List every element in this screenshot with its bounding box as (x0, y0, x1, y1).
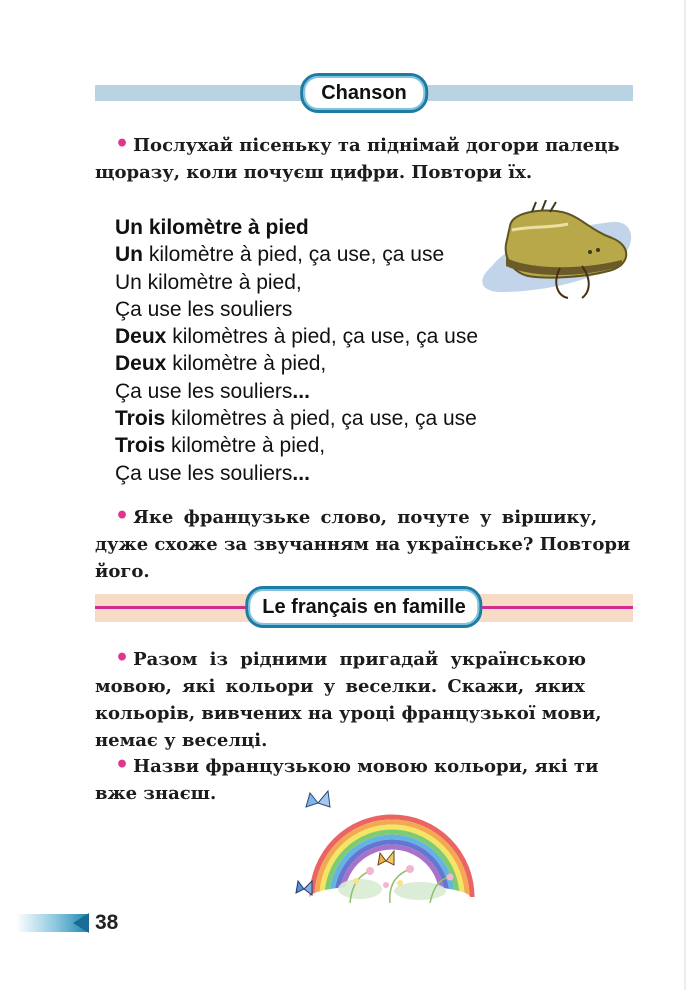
instruction-text: Назви французькою мовою кольори, які ти (133, 756, 599, 777)
instruction-text: мовою, які кольори у веселки. Скажи, яких (95, 676, 585, 697)
poem-line: Un kilomètre à pied, ça use, ça use (115, 243, 445, 267)
butterfly-icon (296, 881, 312, 895)
poem-line: Trois kilomètres à pied, ça use, ça use (115, 407, 477, 431)
section-title-chanson: Chanson (300, 73, 428, 113)
bullet-icon: • (115, 645, 130, 671)
instruction-listen (95, 131, 633, 186)
instruction-text: Послухай пісеньку та піднімай догори палець (133, 135, 620, 156)
poem-line: Trois kilomètre à pied, (115, 434, 326, 458)
section-header-chanson (95, 73, 633, 113)
instruction-text: немає у веселці. (95, 730, 268, 751)
poem-line: Ça use les souliers (115, 297, 293, 321)
poem-line: Ça use les souliers... (115, 379, 310, 403)
rainbow-illustration (290, 785, 490, 910)
poem-title: Un kilomètre à pied (115, 216, 309, 239)
bullet-icon: • (115, 752, 130, 778)
page-number: 38 (95, 911, 119, 934)
instruction-text: щоразу, коли почуєш цифри. Повтори їх. (95, 162, 533, 183)
page-arrow-icon (73, 913, 89, 933)
instruction-text: дуже схоже за звучанням на українське? Повтори (95, 534, 631, 555)
poem-line: Deux kilomètres à pied, ça use, ça use (115, 325, 479, 349)
butterfly-icon (378, 851, 394, 865)
butterfly-icon (306, 791, 330, 807)
poem (115, 214, 478, 487)
bullet-icon: • (115, 131, 130, 157)
instruction-text: Яке французьке слово, почуте у віршику, (133, 507, 598, 528)
page-edge (684, 0, 686, 990)
poem-line: Un kilomètre à pied, (115, 270, 302, 294)
instruction-text: його. (95, 561, 150, 582)
shoe-illustration (472, 200, 640, 300)
section-header-famille (95, 586, 633, 630)
section-title-famille: Le français en famille (245, 586, 482, 628)
instruction-similar-word (95, 503, 633, 585)
instruction-text: вже знаєш. (95, 783, 217, 804)
poem-line: Ça use les souliers... (115, 461, 310, 485)
instruction-rainbow-colors (95, 645, 633, 754)
instruction-text: Разом із рідними пригадай українською (133, 649, 586, 670)
poem-line: Deux kilomètre à pied, (115, 352, 327, 376)
instruction-text: кольорів, вивчених на уроці французької мови, (95, 703, 602, 724)
bullet-icon: • (115, 503, 130, 529)
